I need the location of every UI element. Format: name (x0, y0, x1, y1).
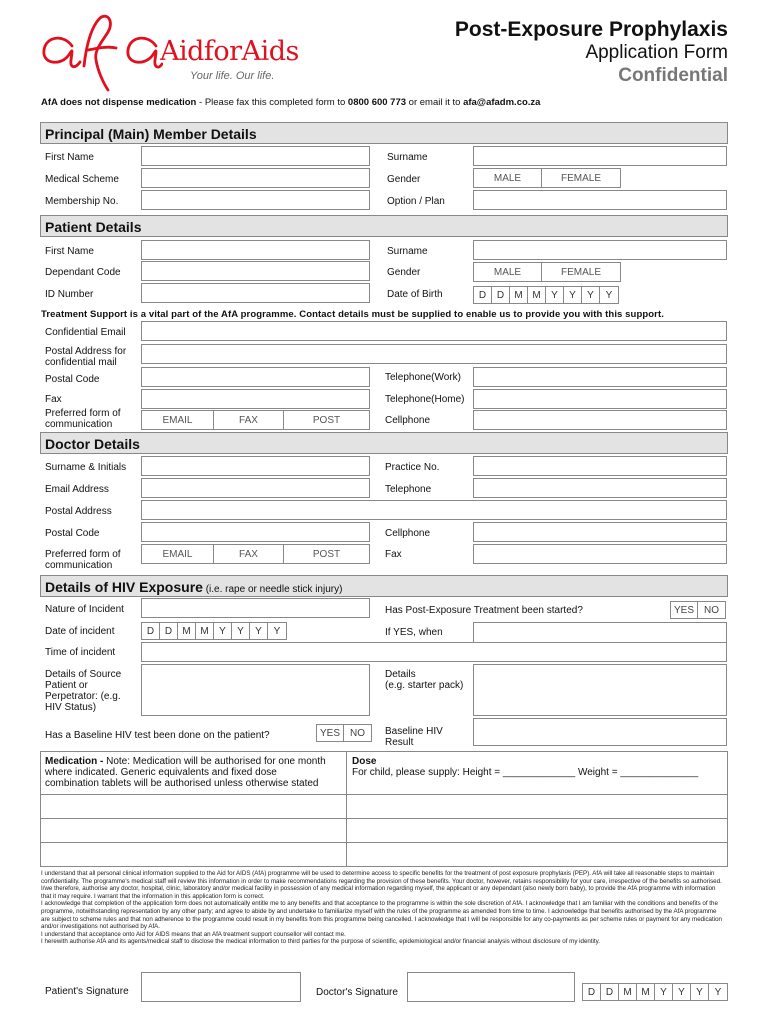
patient-fax-field[interactable] (141, 389, 370, 409)
dose-row-1[interactable] (347, 795, 727, 817)
patient-cellphone-field[interactable] (473, 410, 727, 430)
section-principal (40, 122, 728, 144)
brand-tagline: Your life. Our life. (190, 70, 275, 82)
date-char: Y (250, 623, 268, 639)
label-postal-address: Postal Address (45, 506, 112, 517)
label-surname: Surname (387, 246, 428, 257)
disclaimer-paragraph: I understand that all personal clinical information supplied to the Aid for AIDS (AfA) programme will be used to determine access to specific benefits for the treatment of post exposure prophylaxis (PEP). AfA will take all reasonable steps to maintain confidentiality. The programme's medical staff will review this information in order to make recommendations regarding the provision of these benefits. Your doctor, however, retains responsibility for your care, irrespective of the benefits so authorised. (41, 870, 722, 885)
label-line: Postal Address for (45, 346, 127, 357)
label-fax: Fax (385, 549, 402, 560)
label-line: Baseline HIV (385, 726, 443, 737)
label-doctor-signature: Doctor's Signature (316, 987, 398, 998)
date-char: Y (273, 626, 281, 637)
patient-postal-code-field[interactable] (141, 367, 370, 387)
patient-confidential-email-field[interactable] (141, 321, 727, 341)
label-if-yes-when: If YES, when (385, 627, 443, 638)
label-cellphone: Cellphone (385, 528, 431, 539)
medication-table (40, 751, 728, 867)
incident-date-input[interactable] (141, 622, 287, 640)
label-email-address: Email Address (45, 484, 109, 495)
gender-female-option[interactable]: FEMALE (560, 173, 601, 184)
date-char: Y (655, 984, 673, 1000)
date-char: M (196, 623, 214, 639)
date-char: Y (564, 287, 582, 303)
form-subtitle: Application Form (585, 42, 728, 63)
nature-of-incident-field[interactable] (141, 598, 370, 618)
label-line: combination tablets will be authorised unless otherwise stated (45, 778, 319, 789)
disclaimer-paragraph: I/we therefore, authorise any doctor, hospital, clinic, laboratory and/or medical facility in possession of any medical information regarding myself, the applicant or any dependant (also newly born baby), to provide the AfA programme with information that it may require. I warrant that the information in this application form is correct. (41, 885, 716, 900)
label-date-of-incident: Date of incident (45, 626, 115, 637)
doctor-postal-code-field[interactable] (141, 522, 370, 542)
label-line: Details of Source (45, 669, 122, 680)
patient-gender-options[interactable] (473, 262, 621, 282)
label-line: Patient or (45, 680, 88, 691)
label-patient-signature: Patient's Signature (45, 986, 129, 997)
patient-comm-options[interactable] (141, 410, 370, 430)
doctor-postal-address-field[interactable] (141, 500, 727, 520)
notice-or: or email it to (406, 97, 464, 108)
gender-female-option[interactable]: FEMALE (560, 267, 601, 278)
label-postal-code: Postal Code (45, 374, 100, 385)
label-surname: Surname (387, 152, 428, 163)
section-doctor-title: Doctor Details (45, 436, 140, 452)
label-telephone: Telephone (385, 484, 432, 495)
label-fax: Fax (45, 394, 62, 405)
principal-gender-options[interactable] (473, 168, 621, 188)
label-line: confidential mail (45, 357, 117, 368)
label-line: HIV Status) (45, 702, 97, 713)
comm-post-option[interactable]: POST (312, 415, 341, 426)
principal-surname-field[interactable] (473, 146, 727, 166)
child-height-weight: For child, please supply: Height = _____________ Weight = ______________ (352, 767, 699, 778)
principal-option-plan-field[interactable] (473, 190, 727, 210)
section-principal-title: Principal (Main) Member Details (45, 126, 257, 142)
date-char: D (142, 623, 160, 639)
comm-fax-option[interactable]: FAX (214, 545, 284, 563)
label-line: Preferred form of (45, 549, 121, 560)
date-char: D (583, 984, 601, 1000)
label-practice-no: Practice No. (385, 462, 440, 473)
label-line: (e.g. starter pack) (385, 680, 464, 691)
time-of-incident-field[interactable] (141, 642, 727, 662)
doctor-surname-field[interactable] (141, 456, 370, 476)
label-postal-code: Postal Code (45, 528, 100, 539)
date-char: D (492, 287, 510, 303)
gender-male-option[interactable]: MALE (474, 169, 542, 187)
pep-started-yes-no[interactable] (670, 601, 726, 619)
source-details-field[interactable] (141, 664, 370, 716)
principal-first-name-field[interactable] (141, 146, 370, 166)
form-title-block (455, 18, 728, 88)
date-char: Y (714, 987, 722, 998)
dose-label: Dose (352, 756, 377, 767)
date-char: M (619, 984, 637, 1000)
disclaimer-paragraph: I herewith authorise AfA and its agents/medical staff to disclose the medical information to third parties for the purpose of scientific, epidemiological and/or financial analysis without disclosure of my identity. (41, 938, 600, 946)
baseline-test-yes-no[interactable] (316, 724, 372, 742)
notice-text: - Please fax this completed form to (196, 97, 348, 108)
no-option[interactable]: NO (350, 728, 365, 739)
comm-post-option[interactable]: POST (312, 549, 341, 560)
confidential-label: Confidential (618, 65, 728, 86)
principal-membership-field[interactable] (141, 190, 370, 210)
label-preferred-communication (45, 549, 121, 571)
label-dependant-code: Dependant Code (45, 267, 121, 278)
afa-ribbon-icon (38, 10, 163, 92)
label-membership-no: Membership No. (45, 196, 119, 207)
dose-row-3[interactable] (347, 843, 727, 865)
baseline-result-field[interactable] (473, 718, 727, 746)
comm-email-option[interactable]: EMAIL (142, 545, 214, 563)
label-line: communication (45, 419, 113, 430)
comm-fax-option[interactable]: FAX (214, 411, 284, 429)
date-char: D (160, 623, 178, 639)
label-time-of-incident: Time of incident (45, 647, 116, 658)
label-line: communication (45, 560, 113, 571)
brand-name: AidforAids (160, 36, 299, 67)
date-char: M (178, 623, 196, 639)
label-option-plan: Option / Plan (387, 196, 445, 207)
label-baseline-hiv-question: Has a Baseline HIV test been done on the patient? (45, 730, 270, 741)
doctor-email-field[interactable] (141, 478, 370, 498)
label-surname-initials: Surname & Initials (45, 462, 127, 473)
patient-dependant-code-field[interactable] (141, 261, 370, 281)
form-title: Post-Exposure Prophylaxis (454, 18, 728, 41)
section-exposure-title: Details of HIV Exposure (45, 579, 203, 595)
label-first-name: First Name (45, 246, 94, 257)
section-doctor (40, 432, 728, 454)
label-line: Perpetrator: (e.g. (45, 691, 121, 702)
principal-medical-scheme-field[interactable] (141, 168, 370, 188)
date-char: Y (582, 287, 600, 303)
fax-number: 0800 600 773 (347, 97, 407, 108)
section-patient-title: Patient Details (45, 219, 142, 235)
patient-tel-home-field[interactable] (473, 389, 727, 409)
doctor-cellphone-field[interactable] (473, 522, 727, 542)
date-char: D (474, 287, 492, 303)
label-line: where indicated. Generic equivalents and fixed dose (45, 767, 277, 778)
label-source-details (45, 669, 121, 713)
label-postal-address (45, 346, 126, 368)
date-char: M (637, 984, 655, 1000)
patient-id-number-field[interactable] (141, 283, 370, 303)
label-baseline-hiv-result (385, 726, 443, 748)
label-line: Note: Medication will be authorised for one month (106, 756, 326, 767)
patient-surname-field[interactable] (473, 240, 727, 260)
date-char: D (601, 984, 619, 1000)
date-char: M (528, 287, 546, 303)
disclaimer-text (41, 870, 727, 946)
label-first-name: First Name (45, 152, 94, 163)
doctor-telephone-field[interactable] (473, 478, 727, 498)
patient-signature-field[interactable] (141, 972, 301, 1002)
section-patient (40, 215, 728, 237)
label-preferred-communication (45, 408, 121, 430)
label-line: Details (385, 669, 416, 680)
label-confidential-email: Confidential Email (45, 327, 126, 338)
patient-tel-work-field[interactable] (473, 367, 727, 387)
dose-row-2[interactable] (347, 819, 727, 841)
yes-option[interactable]: YES (317, 725, 344, 741)
patient-first-name-field[interactable] (141, 240, 370, 260)
label-telephone-home: Telephone(Home) (385, 394, 465, 405)
date-char: Y (691, 984, 709, 1000)
label-telephone-work: Telephone(Work) (385, 372, 461, 383)
medication-label: Medication - (45, 756, 107, 767)
yes-option[interactable]: YES (671, 602, 698, 618)
date-char: M (510, 287, 528, 303)
label-pep-started: Has Post-Exposure Treatment been started? (385, 605, 583, 616)
doctor-signature-field[interactable] (407, 972, 575, 1002)
doctor-practice-no-field[interactable] (473, 456, 727, 476)
label-gender: Gender (387, 267, 421, 278)
label-line: Result (385, 737, 414, 748)
label-date-of-birth: Date of Birth (387, 289, 443, 300)
aidforaids-logo (38, 10, 299, 90)
dose-header (352, 756, 698, 778)
label-medical-scheme: Medical Scheme (45, 174, 119, 185)
label-id-number: ID Number (45, 289, 94, 300)
medication-row-1[interactable] (41, 795, 346, 817)
date-char: Y (214, 623, 232, 639)
label-nature-of-incident: Nature of Incident (45, 604, 124, 615)
notice-bold: AfA does not dispense medication (41, 97, 197, 108)
no-option[interactable]: NO (704, 605, 719, 616)
fax-notice (41, 97, 731, 108)
label-line: Preferred form of (45, 408, 121, 419)
label-starter-pack (385, 669, 463, 691)
date-char: Y (673, 984, 691, 1000)
date-char: Y (232, 623, 250, 639)
date-char: Y (605, 290, 613, 301)
date-char: Y (546, 287, 564, 303)
medication-row-2[interactable] (41, 819, 346, 841)
gender-male-option[interactable]: MALE (474, 263, 542, 281)
medication-note (45, 756, 345, 789)
doctor-fax-field[interactable] (473, 544, 727, 564)
patient-postal-address-field[interactable] (141, 344, 727, 364)
treatment-support-note: Treatment Support is a vital part of the AfA programme. Contact details must be supplied to enable us to provide you with this support. (41, 309, 664, 320)
doctor-comm-options[interactable] (141, 544, 370, 564)
medication-row-3[interactable] (41, 843, 346, 865)
label-gender: Gender (387, 174, 421, 185)
signature-date-input[interactable] (582, 983, 728, 1001)
disclaimer-paragraph: I understand that acceptance onto Aid for AIDS means that an AfA treatment support counsellor will contact me. (41, 930, 346, 938)
email-address[interactable]: afa@afadm.co.za (463, 97, 541, 108)
section-hiv-exposure (40, 575, 728, 597)
disclaimer-paragraph: I acknowledge that completion of the application form does not automatically entitle me to any benefits and that acceptance to the programme is within the sole discretion of AfA. I acknowledge that I am familiar with the conditions and benefits of the programme, notwithstanding representation by any other party; and agree to abide by and undertake to familiarize myself with the rules of the programme as amended from time to time. I acknowledge that benefits authorised by the AfA programme are subject to scheme rules and that non adherence to the programme could result in my benefits from this programme being cancelled. I acknowledge that I will be responsible for any co-payments as per scheme rules or payment for any medication and/or investigations not authorised by AfA. (41, 900, 722, 931)
section-exposure-subtitle: (i.e. rape or needle stick injury) (202, 584, 343, 595)
starter-pack-field[interactable] (473, 664, 727, 716)
comm-email-option[interactable]: EMAIL (142, 411, 214, 429)
label-cellphone: Cellphone (385, 415, 431, 426)
patient-dob-input[interactable] (473, 286, 619, 304)
